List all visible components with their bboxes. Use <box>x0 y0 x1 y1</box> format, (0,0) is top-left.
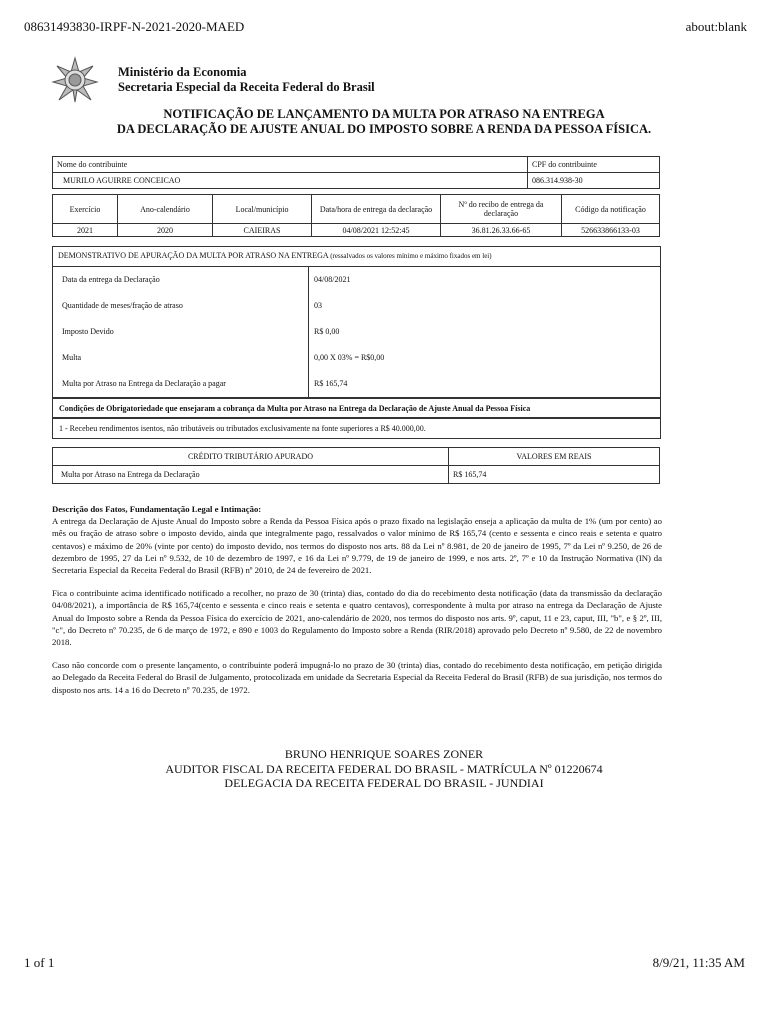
value-data-entrega: 04/08/2021 12:52:45 <box>312 224 441 237</box>
demo-row <box>53 267 660 293</box>
header-recibo: Nº do recibo de entrega da declaração <box>441 195 562 224</box>
credit-label: Multa por Atraso na Entrega da Declaração <box>53 466 449 484</box>
demo-row-label: Multa <box>62 353 82 362</box>
credit-header-right: VALORES EM REAIS <box>449 448 660 466</box>
signer-role: AUDITOR FISCAL DA RECEITA FEDERAL DO BRASIL - MATRÍCULA Nº 01220674 <box>165 761 603 776</box>
taxpayer-name: MURILO AGUIRRE CONCEICAO <box>53 173 528 189</box>
signer-name: BRUNO HENRIQUE SOARES ZONER <box>284 747 484 761</box>
demo-row-value: 0,00 X 03% = R$0,00 <box>314 353 385 362</box>
description-heading: Descrição dos Fatos, Fundamentação Legal e Intimação: <box>52 504 262 514</box>
credit-table <box>52 447 660 484</box>
taxpayer-name-label: Nome do contribuinte <box>53 157 528 173</box>
document-id: 08631493830-IRPF-N-2021-2020-MAED <box>24 19 245 34</box>
declaration-table <box>52 194 660 237</box>
header-exercicio: Exercício <box>53 195 118 224</box>
demo-row-label: Data da entrega da Declaração <box>62 275 160 284</box>
demo-row <box>53 319 660 345</box>
demo-row-label: Quantidade de meses/fração de atraso <box>62 301 183 310</box>
page-url: about:blank <box>685 19 747 34</box>
header-ano-calendario: Ano-calendário <box>118 195 213 224</box>
title-line-2: DA DECLARAÇÃO DE AJUSTE ANUAL DO IMPOSTO SOBRE A RENDA DA PESSOA FÍSICA. <box>116 122 652 136</box>
value-ano-calendario: 2020 <box>118 224 213 237</box>
demo-row <box>53 345 660 371</box>
coat-of-arms-icon <box>51 56 99 104</box>
demo-row <box>53 371 660 397</box>
header-local: Local/município <box>213 195 312 224</box>
demo-title <box>52 246 661 267</box>
demo-row-label: Multa por Atraso na Entrega da Declaração a pagar <box>62 379 226 388</box>
signer-office: DELEGACIA DA RECEITA FEDERAL DO BRASIL - JUNDIAI <box>224 776 544 790</box>
ministry-name: Ministério da Economia <box>118 65 247 79</box>
demo-table <box>52 266 661 398</box>
demo-row-value: R$ 0,00 <box>314 327 340 336</box>
signature-block <box>52 747 716 791</box>
print-datetime: 8/9/21, 11:35 AM <box>652 955 745 970</box>
demo-row <box>53 293 660 319</box>
conditions-title: Condições de Obrigatoriedade que ensejaram a cobrança da Multa por Atraso na Entrega da Declaração de Ajuste Anual da Pessoa Física <box>52 398 661 418</box>
header-data-entrega: Data/hora de entrega da declaração <box>312 195 441 224</box>
organization-header <box>118 65 375 95</box>
credit-value: R$ 165,74 <box>449 466 660 484</box>
description-paragraph-2: Fica o contribuinte acima identificado notificado a recolher, no prazo de 30 (trinta) dias, contado do dia do recebimento desta notificação (data da transmissão da declaração 04/08/2021), a importância de R$ 165,74(cento e sessenta e cinco reais e setenta e quatro centavos), correspondente à multa por atraso na entrega da Declaração de Ajuste Anual do Imposto sobre a Renda da Pessoa Física do exercício de 2021, ano-calendário de 2020, nos termos do disposto nos arts. 9º, caput, 11 e 23, caput, III, "b", e § 2º, III, "c", do Decreto nº 70.235, de 6 de março de 1972, e 890 e 1003 do Regulamento do Imposto sobre a Renda (RIR/2018) aprovado pelo Decreto nº 9.580, de 22 de novembro 2018. <box>52 588 662 648</box>
demo-row-value: 03 <box>314 301 322 310</box>
conditions-item: 1 - Recebeu rendimentos isentos, não tributáveis ou tributados exclusivamente na fonte superiores a R$ 40.000,00. <box>52 418 661 439</box>
value-local: CAIEIRAS <box>213 224 312 237</box>
secretariat-name: Secretaria Especial da Receita Federal do Brasil <box>118 80 375 94</box>
header-codigo: Código da notificação <box>562 195 660 224</box>
credit-header-left: CRÉDITO TRIBUTÁRIO APURADO <box>53 448 449 466</box>
title-line-1: NOTIFICAÇÃO DE LANÇAMENTO DA MULTA POR ATRASO NA ENTREGA <box>163 107 605 121</box>
description-section <box>52 503 662 707</box>
demo-row-value: R$ 165,74 <box>314 379 348 388</box>
page-count: 1 of 1 <box>24 955 55 970</box>
taxpayer-table <box>52 156 660 189</box>
taxpayer-cpf-label: CPF do contribuinte <box>528 157 660 173</box>
value-exercicio: 2021 <box>53 224 118 237</box>
document-title <box>52 107 716 137</box>
demo-row-value: 04/08/2021 <box>314 275 351 284</box>
description-paragraph-3: Caso não concorde com o presente lançamento, o contribuinte poderá impugná-lo no prazo de 30 (trinta) dias, contado do recebimento desta notificação, em petição dirigida ao Delegado da Receita Federal do Brasil de Julgamento, protocolizada em unidade da Secretaria Especial da Receita Federal do Brasil (RFB) de sua jurisdição, nos termos do disposto nos arts. 14 a 16 do Decreto nº 70.235, de 1972. <box>52 660 662 695</box>
description-paragraph-1: A entrega da Declaração de Ajuste Anual do Imposto sobre a Renda da Pessoa Física após o prazo fixado na legislação enseja a aplicação da multa de 1% (um por cento) ao mês ou fração de atraso sobre o imposto devido, ainda que integralmente pago, ressalvados o valor mínimo de R$ 165,74 (cento e sessenta e cinco reais e setenta e quatro centavos) e máximo de 20% (vinte por cento) do imposto devido, nos termos do disposto nos arts. 88 da Lei nº 8.981, de 20 de janeiro de 1995, 7º da Lei nº 9.250, de 26 de dezembro de 1995, 27 da Lei nº 9.532, de 10 de dezembro de 1997, e 16 da Lei nº 9.779, de 19 de janeiro de 1999, e nos arts. 2º, 7º e 10 da Instrução Normativa (IN) da Secretaria Especial da Receita Federal do Brasil (RFB) nº 2010, de 24 de fevereiro de 2021. <box>52 516 662 576</box>
value-recibo: 36.81.26.33.66-65 <box>441 224 562 237</box>
value-codigo: 526633866133-03 <box>562 224 660 237</box>
demo-row-label: Imposto Devido <box>62 327 114 336</box>
demo-title-note: (ressalvados os valores mínimo e máximo fixados em lei) <box>330 252 492 260</box>
demo-title-text: DEMONSTRATIVO DE APURAÇÃO DA MULTA POR ATRASO NA ENTREGA <box>58 251 329 260</box>
taxpayer-cpf: 086.314.938-30 <box>528 173 660 189</box>
